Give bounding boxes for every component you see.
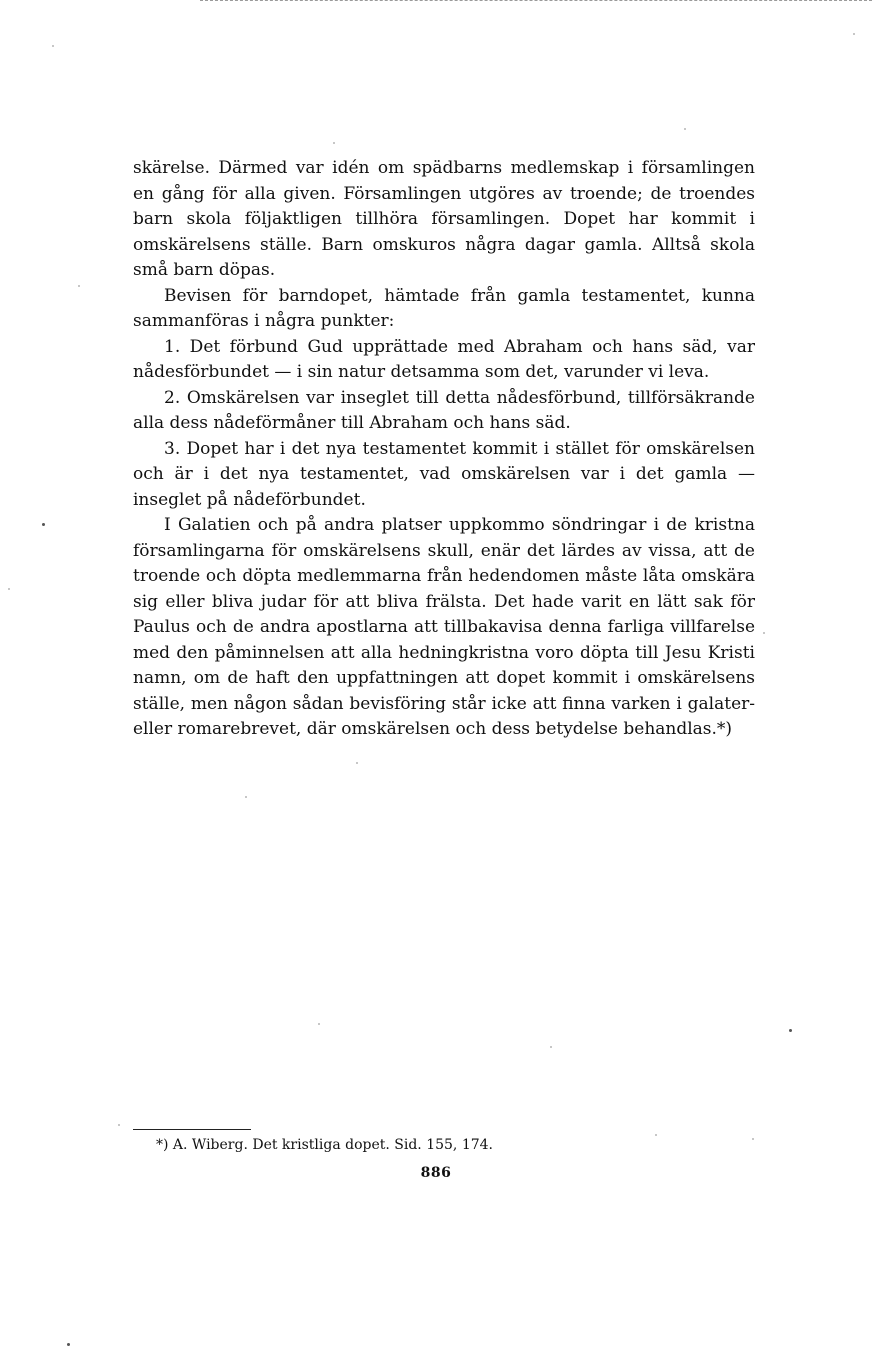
top-edge-rule <box>200 0 872 1</box>
paragraph: Bevisen för barndopet, hämtade från gamla testamentet, kunna sammanföras i några punkter: <box>133 285 755 331</box>
scan-speck <box>763 632 765 634</box>
scan-speck <box>752 1138 754 1140</box>
footnote-separator <box>133 1129 251 1130</box>
scan-speck <box>118 1124 120 1126</box>
scan-speck <box>356 762 358 764</box>
footnote: *) A. Wiberg. Det kristliga dopet. Sid. 155, 174. <box>156 1137 493 1153</box>
paragraph: skärelse. Därmed var idén om spädbarns medlemskap i församlingen en gång för alla given. Församlingen utgöres av troende; de troendes barn skola följaktligen tillhöra församlingen. Dopet har kommit i omskärelsens ställe. Barn omskuros några dagar gamla. Alltså skola små barn döpas. <box>133 158 755 280</box>
scan-speck <box>42 523 45 526</box>
scan-speck <box>52 45 54 47</box>
scan-speck <box>318 1023 320 1025</box>
scan-speck <box>78 285 80 287</box>
scan-speck <box>853 33 855 35</box>
scan-speck <box>8 588 10 590</box>
scan-speck <box>245 796 247 798</box>
scan-speck <box>684 128 686 130</box>
scan-speck <box>550 1046 552 1048</box>
numbered-point: 3. Dopet har i det nya testamentet kommit i stället för omskärelsen och är i det nya testamentet, vad omskärelsen var i det gamla — inseglet på nådeförbundet. <box>133 438 755 510</box>
page-number: 886 <box>420 1165 452 1181</box>
main-text <box>133 156 755 743</box>
numbered-point: 2. Omskärelsen var inseglet till detta nådesförbund, tillförsäkrande alla dess nådeförmåner till Abraham och hans säd. <box>133 387 755 433</box>
scan-speck <box>789 1029 792 1032</box>
scan-speck <box>67 1343 70 1346</box>
paragraph: I Galatien och på andra platser uppkommo söndringar i de kristna församlingarna för omskärelsens skull, enär det lärdes av vissa, att de troende och döpta medlemmarna från hedendomen måste låta omskära sig eller bliva judar för att bliva frälsta. Det hade varit en lätt sak för Paulus och de andra apostlarna att tillbakavisa denna farliga villfarelse med den påminnelsen att alla hedningkristna voro döpta till Jesu Kristi namn, om de haft den uppfattningen att dopet kommit i omskärelsens ställe, men någon sådan bevisföring står icke att finna varken i galater- eller romarebrevet, där omskärelsen och dess betydelse behandlas.*) <box>133 515 755 739</box>
numbered-point: 1. Det förbund Gud upprättade med Abraham och hans säd, var nådesförbundet — i sin natur detsamma som det, varunder vi leva. <box>133 336 755 382</box>
scan-speck <box>333 142 335 144</box>
